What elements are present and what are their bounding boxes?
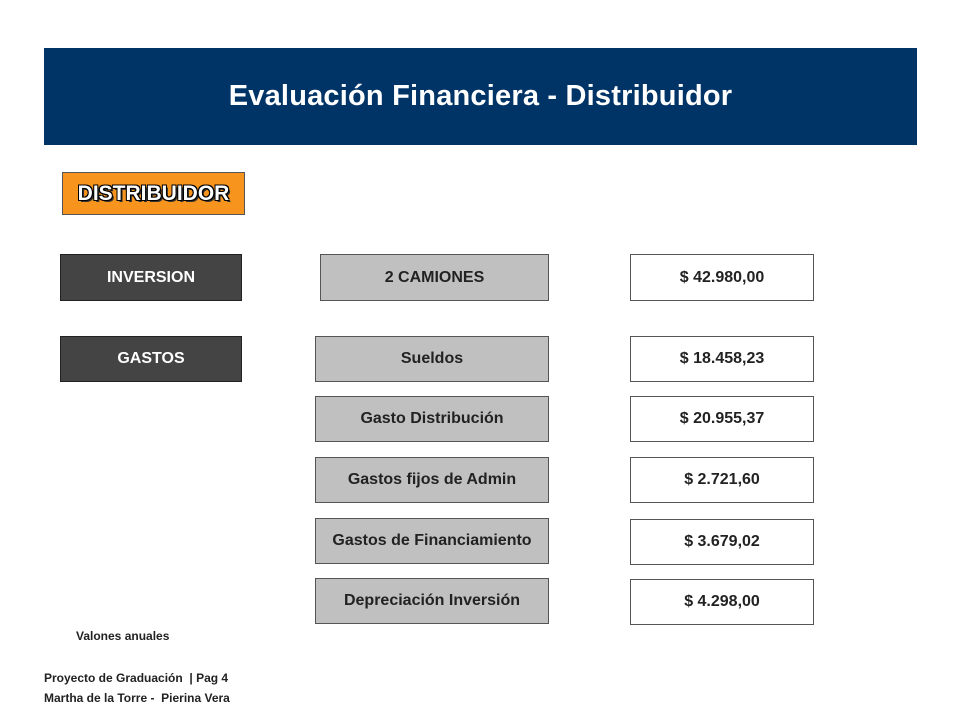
gasto-item-sueldos: Sueldos xyxy=(315,336,549,382)
gasto-value-financiamiento: $ 3.679,02 xyxy=(630,519,814,565)
gasto-item-financiamiento: Gastos de Financiamiento xyxy=(315,518,549,564)
gasto-item-distribucion: Gasto Distribución xyxy=(315,396,549,442)
section-badge xyxy=(62,172,245,215)
footer-project: Proyecto de Graduación | Pag 4 xyxy=(44,671,229,685)
inversion-value-box: $ 42.980,00 xyxy=(630,254,814,301)
page-title: Evaluación Financiera - Distribuidor xyxy=(228,80,733,112)
annual-values-note: Valones anuales xyxy=(76,629,170,643)
inversion-item-box: 2 CAMIONES xyxy=(320,254,549,301)
gasto-value-sueldos: $ 18.458,23 xyxy=(630,336,814,382)
footer-authors: Martha de la Torre - Pierina Vera xyxy=(44,691,230,705)
title-banner xyxy=(44,48,917,145)
section-label: DISTRIBUIDOR xyxy=(77,181,230,205)
gasto-value-distribucion: $ 20.955,37 xyxy=(630,396,814,442)
inversion-label-box: INVERSION xyxy=(60,254,242,301)
gasto-item-admin: Gastos fijos de Admin xyxy=(315,457,549,503)
gasto-value-admin: $ 2.721,60 xyxy=(630,457,814,503)
gastos-label-box: GASTOS xyxy=(60,336,242,382)
gasto-item-depreciacion: Depreciación Inversión xyxy=(315,578,549,624)
gasto-value-depreciacion: $ 4.298,00 xyxy=(630,579,814,625)
